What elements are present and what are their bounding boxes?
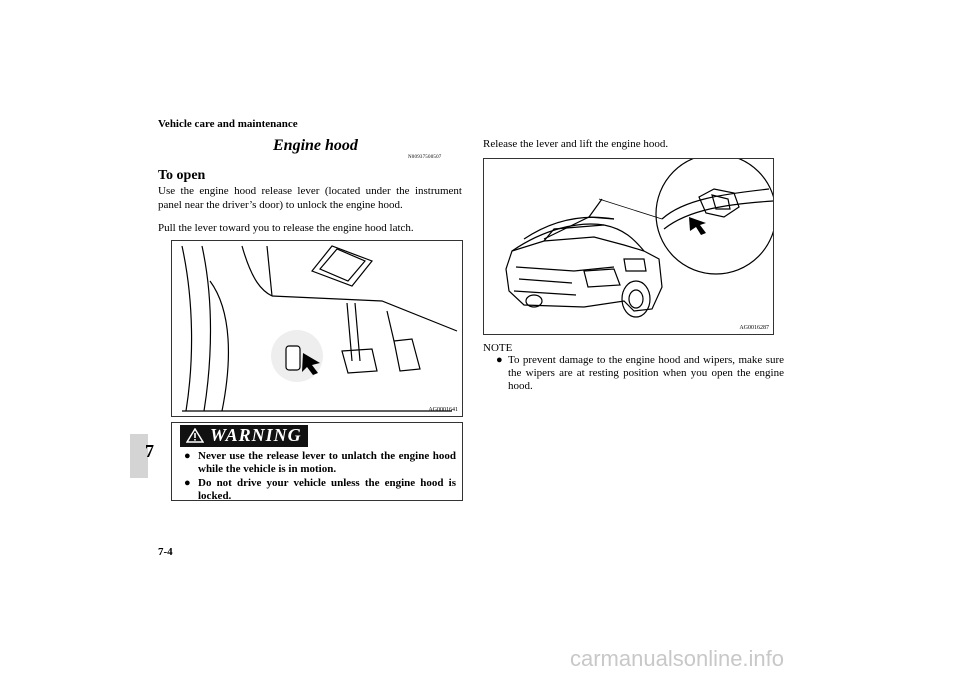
figure-hood-lift [483, 158, 774, 335]
warning-list [184, 450, 456, 504]
warning-item [184, 450, 456, 476]
figure2-id: AG0016287 [739, 325, 769, 331]
bullet-icon: ● [496, 354, 503, 366]
note-item-text: To prevent damage to the engine hood and wipers, make sure the wipers are at resting position when you open the engine hood. [508, 354, 784, 392]
chapter-number: 7 [145, 441, 154, 461]
page-number: 7-4 [158, 546, 173, 558]
subheading: To open [158, 168, 206, 183]
warning-box [171, 422, 463, 501]
lever-illustration [172, 241, 462, 416]
paragraph-lift-hood: Release the lever and lift the engine hood. [483, 138, 669, 150]
note-item [496, 354, 784, 393]
figure1-id: AG0001641 [428, 407, 458, 413]
paragraph-pull-lever: Pull the lever toward you to release the engine hood latch. [158, 222, 414, 234]
section-title: Engine hood [273, 137, 358, 154]
section-code: N00937500507 [408, 155, 442, 160]
bullet-icon: ● [184, 477, 191, 489]
footer-watermark: carmanualsonline.info [570, 646, 785, 671]
warning-item-text: Do not drive your vehicle unless the engine hood is locked. [198, 477, 456, 502]
warning-triangle-icon [186, 428, 204, 443]
warning-item-text: Never use the release lever to unlatch the engine hood while the vehicle is in motion. [198, 450, 456, 475]
figure-hood-release-lever [171, 240, 463, 417]
page-header: Vehicle care and maintenance [158, 118, 298, 130]
paragraph-release-lever: Use the engine hood release lever (located under the instrument panel near the driver’s door) to unlock the engine hood. [158, 185, 462, 211]
bullet-icon: ● [184, 450, 191, 462]
note-label: NOTE [483, 342, 513, 354]
warning-header [180, 425, 308, 447]
warning-item [184, 477, 456, 503]
car-illustration [484, 159, 773, 334]
warning-title: WARNING [210, 425, 302, 445]
